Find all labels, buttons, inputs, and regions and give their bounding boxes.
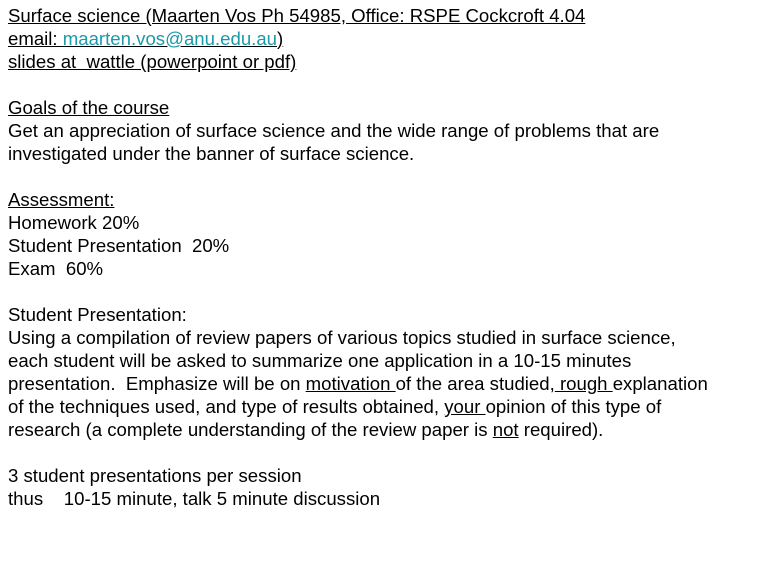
text-run: presentation. Emphasize will be on <box>8 373 306 394</box>
slides-location: slides at wattle (powerpoint or pdf) <box>8 51 297 72</box>
presentation-heading: Student Presentation: <box>8 304 187 325</box>
goals-heading: Goals of the course <box>8 97 170 118</box>
text-run: of the area studied, <box>395 373 555 394</box>
email-link[interactable]: maarten.vos@anu.edu.au <box>62 28 278 49</box>
spacer <box>8 441 764 464</box>
presentation-text-line <box>8 395 764 418</box>
emphasis-not: not <box>492 419 519 440</box>
text-run: explanation <box>612 373 708 394</box>
presentation-text-line: Using a compilation of review papers of various topics studied in surface science, <box>8 327 676 348</box>
spacer <box>8 165 764 188</box>
slide-content <box>8 4 764 510</box>
presentation-text-line <box>8 372 764 395</box>
text-run: research (a complete understanding of the review paper is <box>8 419 493 440</box>
email-label: email: <box>8 28 63 49</box>
spacer <box>8 280 764 303</box>
text-run: opinion of this type of <box>485 396 662 417</box>
text-run: of the techniques used, and type of results obtained, <box>8 396 445 417</box>
schedule-line: thus 10-15 minute, talk 5 minute discussion <box>8 488 381 509</box>
spacer <box>8 73 764 96</box>
assessment-heading: Assessment: <box>8 189 115 210</box>
assessment-item: Exam 60% <box>8 258 104 279</box>
assessment-item: Student Presentation 20% <box>8 235 230 256</box>
assessment-item: Homework 20% <box>8 212 140 233</box>
course-title: Surface science (Maarten Vos Ph 54985, Office: RSPE Cockcroft 4.04 <box>8 5 586 26</box>
email-line <box>8 27 764 50</box>
email-close-paren: ) <box>277 28 284 49</box>
text-run: required). <box>518 419 604 440</box>
presentation-text-line <box>8 418 764 441</box>
emphasis-your: your <box>444 396 486 417</box>
presentation-text-line: each student will be asked to summarize one application in a 10-15 minutes <box>8 350 632 371</box>
goals-text-line: investigated under the banner of surface science. <box>8 143 415 164</box>
schedule-line: 3 student presentations per session <box>8 465 302 486</box>
goals-text-line: Get an appreciation of surface science and the wide range of problems that are <box>8 120 660 141</box>
emphasis-motivation: motivation <box>305 373 396 394</box>
emphasis-rough: rough <box>554 373 613 394</box>
